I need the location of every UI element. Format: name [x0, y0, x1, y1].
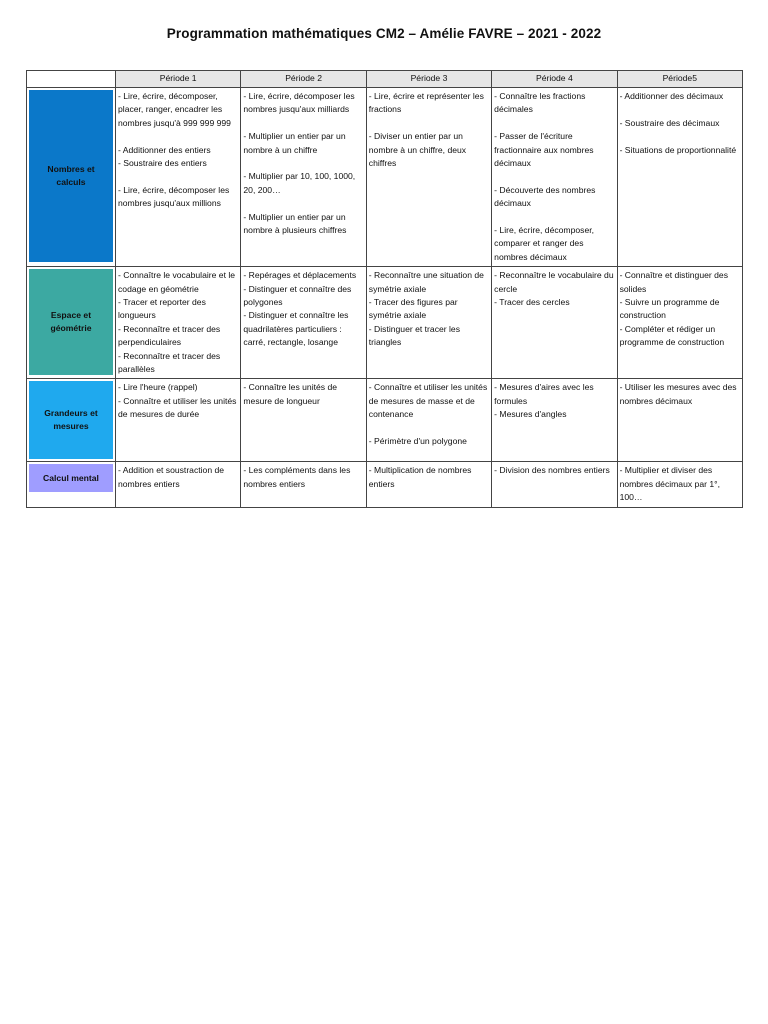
cell-item: - Tracer et reporter des longueurs — [118, 297, 206, 321]
cell-item: - Tracer des figures par symétrie axiale — [368, 297, 458, 321]
period-cell — [241, 267, 366, 379]
cell-item: - Repérages et déplacements — [243, 270, 357, 281]
cell-item: - Connaître et utiliser les unités de mesures de durée — [118, 395, 237, 420]
period-cell — [116, 88, 241, 267]
period-cell — [241, 379, 366, 462]
period-cell — [617, 462, 742, 507]
cell-item: - Soustraire des décimaux — [619, 117, 720, 128]
cell-spacer — [118, 130, 238, 143]
cell-item: - Reconnaître une situation de symétrie axiale — [368, 270, 484, 294]
cell-item: - Multiplier un entier par un nombre à un chiffre — [243, 131, 346, 155]
period-cell — [366, 88, 491, 267]
period-header: Période5 — [617, 71, 742, 88]
category-label-line: Espace et — [50, 310, 92, 321]
period-cell — [366, 267, 491, 379]
period-cell — [617, 379, 742, 462]
cell-item: - Multiplication de nombres entiers — [368, 465, 472, 489]
row-grandeurs-mesures — [27, 379, 743, 462]
period-cell — [366, 379, 491, 462]
period-cell — [116, 462, 241, 507]
row-espace-geometrie — [27, 267, 743, 379]
cell-item: - Multiplier par 10, 100, 1000, 20, 200… — [243, 171, 356, 195]
cell-item: - Connaître les fractions décimales — [494, 91, 586, 115]
cell-item: - Connaître le vocabulaire et le codage en géométrie — [118, 270, 236, 294]
cell-item: - Addition et soustraction de nombres entiers — [118, 465, 225, 489]
cell-item: - Multiplier un entier par un nombre à plusieurs chiffres — [243, 211, 347, 236]
period-cell — [366, 462, 491, 507]
category-label-line: Grandeurs et — [44, 408, 98, 419]
cell-item: - Diviser un entier par un nombre à un chiffre, deux chiffres — [368, 131, 467, 169]
category-cell — [27, 462, 116, 507]
cell-item: - Distinguer et connaître des polygones — [243, 283, 352, 308]
cell-spacer — [620, 103, 740, 116]
cell-item: - Suivre un programme de construction — [619, 297, 720, 321]
period-cell — [116, 267, 241, 379]
cell-item: - Compléter et rédiger un programme de construction — [619, 323, 725, 348]
cell-spacer — [494, 211, 614, 224]
cell-item: - Tracer des cercles — [494, 297, 570, 308]
table-body — [27, 88, 743, 508]
cell-item: - Multiplier et diviser des nombres décimaux par 1°, 100… — [619, 465, 720, 503]
header-row — [27, 71, 743, 88]
cell-spacer — [620, 130, 740, 143]
cell-item: - Connaître les unités de mesure de longueur — [243, 382, 338, 406]
period-cell — [241, 462, 366, 507]
period-header: Période 1 — [116, 71, 241, 88]
cell-item: - Lire, écrire, décomposer les nombres jusqu'aux milliards — [243, 91, 355, 115]
row-calcul-mental — [27, 462, 743, 507]
period-header: Période 2 — [241, 71, 366, 88]
category-label-line: mesures — [53, 421, 89, 432]
cell-item: - Additionner des entiers — [118, 144, 211, 155]
category-label-line: Nombres et — [47, 164, 95, 174]
cell-item: - Additionner des décimaux — [619, 91, 724, 101]
category-label — [29, 269, 113, 375]
category-cell — [27, 379, 116, 462]
cell-item: - Reconnaître et tracer des parallèles — [118, 350, 221, 375]
category-cell — [27, 88, 116, 267]
cell-item: - Situations de proportionnalité — [619, 144, 737, 155]
cell-item: - Connaître et utiliser les unités de mesures de masse et de contenance — [368, 382, 488, 420]
cell-item: - Utiliser les mesures avec des nombres décimaux — [619, 382, 737, 406]
corner-cell — [27, 71, 116, 88]
row-nombres-calculs — [27, 88, 743, 267]
cell-item: - Lire, écrire et représenter les fractions — [368, 91, 484, 115]
cell-item: - Mesures d'angles — [494, 409, 567, 420]
cell-item: - Division des nombres entiers — [494, 465, 610, 476]
cell-item: - Lire, écrire, décomposer, comparer et ranger des nombres décimaux — [494, 225, 594, 262]
period-cell — [241, 88, 366, 267]
cell-spacer — [118, 170, 238, 183]
programme-table — [26, 70, 743, 508]
period-header: Période 4 — [492, 71, 617, 88]
cell-item: - Lire, écrire, décomposer, placer, ranger, encadrer les nombres jusqu'à 999 999 999 — [118, 91, 231, 128]
cell-item: - Distinguer et tracer les triangles — [368, 323, 461, 348]
period-cell — [116, 379, 241, 462]
cell-spacer — [243, 197, 363, 210]
cell-spacer — [494, 117, 614, 130]
cell-item: - Découverte des nombres décimaux — [494, 184, 596, 209]
period-cell — [492, 379, 617, 462]
category-label — [29, 381, 113, 459]
period-header: Période 3 — [366, 71, 491, 88]
category-label — [29, 464, 113, 492]
page-title: Programmation mathématiques CM2 – Amélie FAVRE – 2021 - 2022 — [166, 26, 602, 41]
cell-item: - Reconnaître et tracer des perpendiculaires — [118, 323, 221, 348]
period-cell — [617, 267, 742, 379]
cell-spacer — [369, 117, 489, 130]
period-cell — [492, 88, 617, 267]
cell-item: - Passer de l'écriture fractionnaire aux nombres décimaux — [494, 131, 594, 169]
cell-spacer — [494, 170, 614, 183]
cell-item: - Lire l'heure (rappel) — [118, 382, 198, 393]
category-label-line: Calcul mental — [43, 472, 99, 483]
cell-item: - Soustraire des entiers — [118, 158, 207, 169]
cell-item: - Connaître et distinguer des solides — [619, 270, 728, 294]
cell-spacer — [369, 422, 489, 435]
category-label-line: géométrie — [50, 323, 92, 334]
category-cell — [27, 267, 116, 379]
period-cell — [617, 88, 742, 267]
period-cell — [492, 462, 617, 507]
cell-spacer — [243, 157, 363, 170]
category-label-line: calculs — [56, 177, 86, 187]
cell-item: - Lire, écrire, décomposer les nombres jusqu'aux millions — [118, 184, 230, 209]
cell-spacer — [243, 117, 363, 130]
period-cell — [492, 267, 617, 379]
cell-item: - Reconnaître le vocabulaire du cercle — [494, 270, 614, 294]
category-label — [29, 90, 113, 262]
cell-item: - Distinguer et connaître les quadrilatères particuliers : carré, rectangle, losange — [243, 310, 349, 348]
cell-item: - Les compléments dans les nombres entiers — [243, 465, 351, 489]
cell-item: - Périmètre d'un polygone — [368, 436, 467, 447]
cell-item: - Mesures d'aires avec les formules — [494, 382, 594, 406]
